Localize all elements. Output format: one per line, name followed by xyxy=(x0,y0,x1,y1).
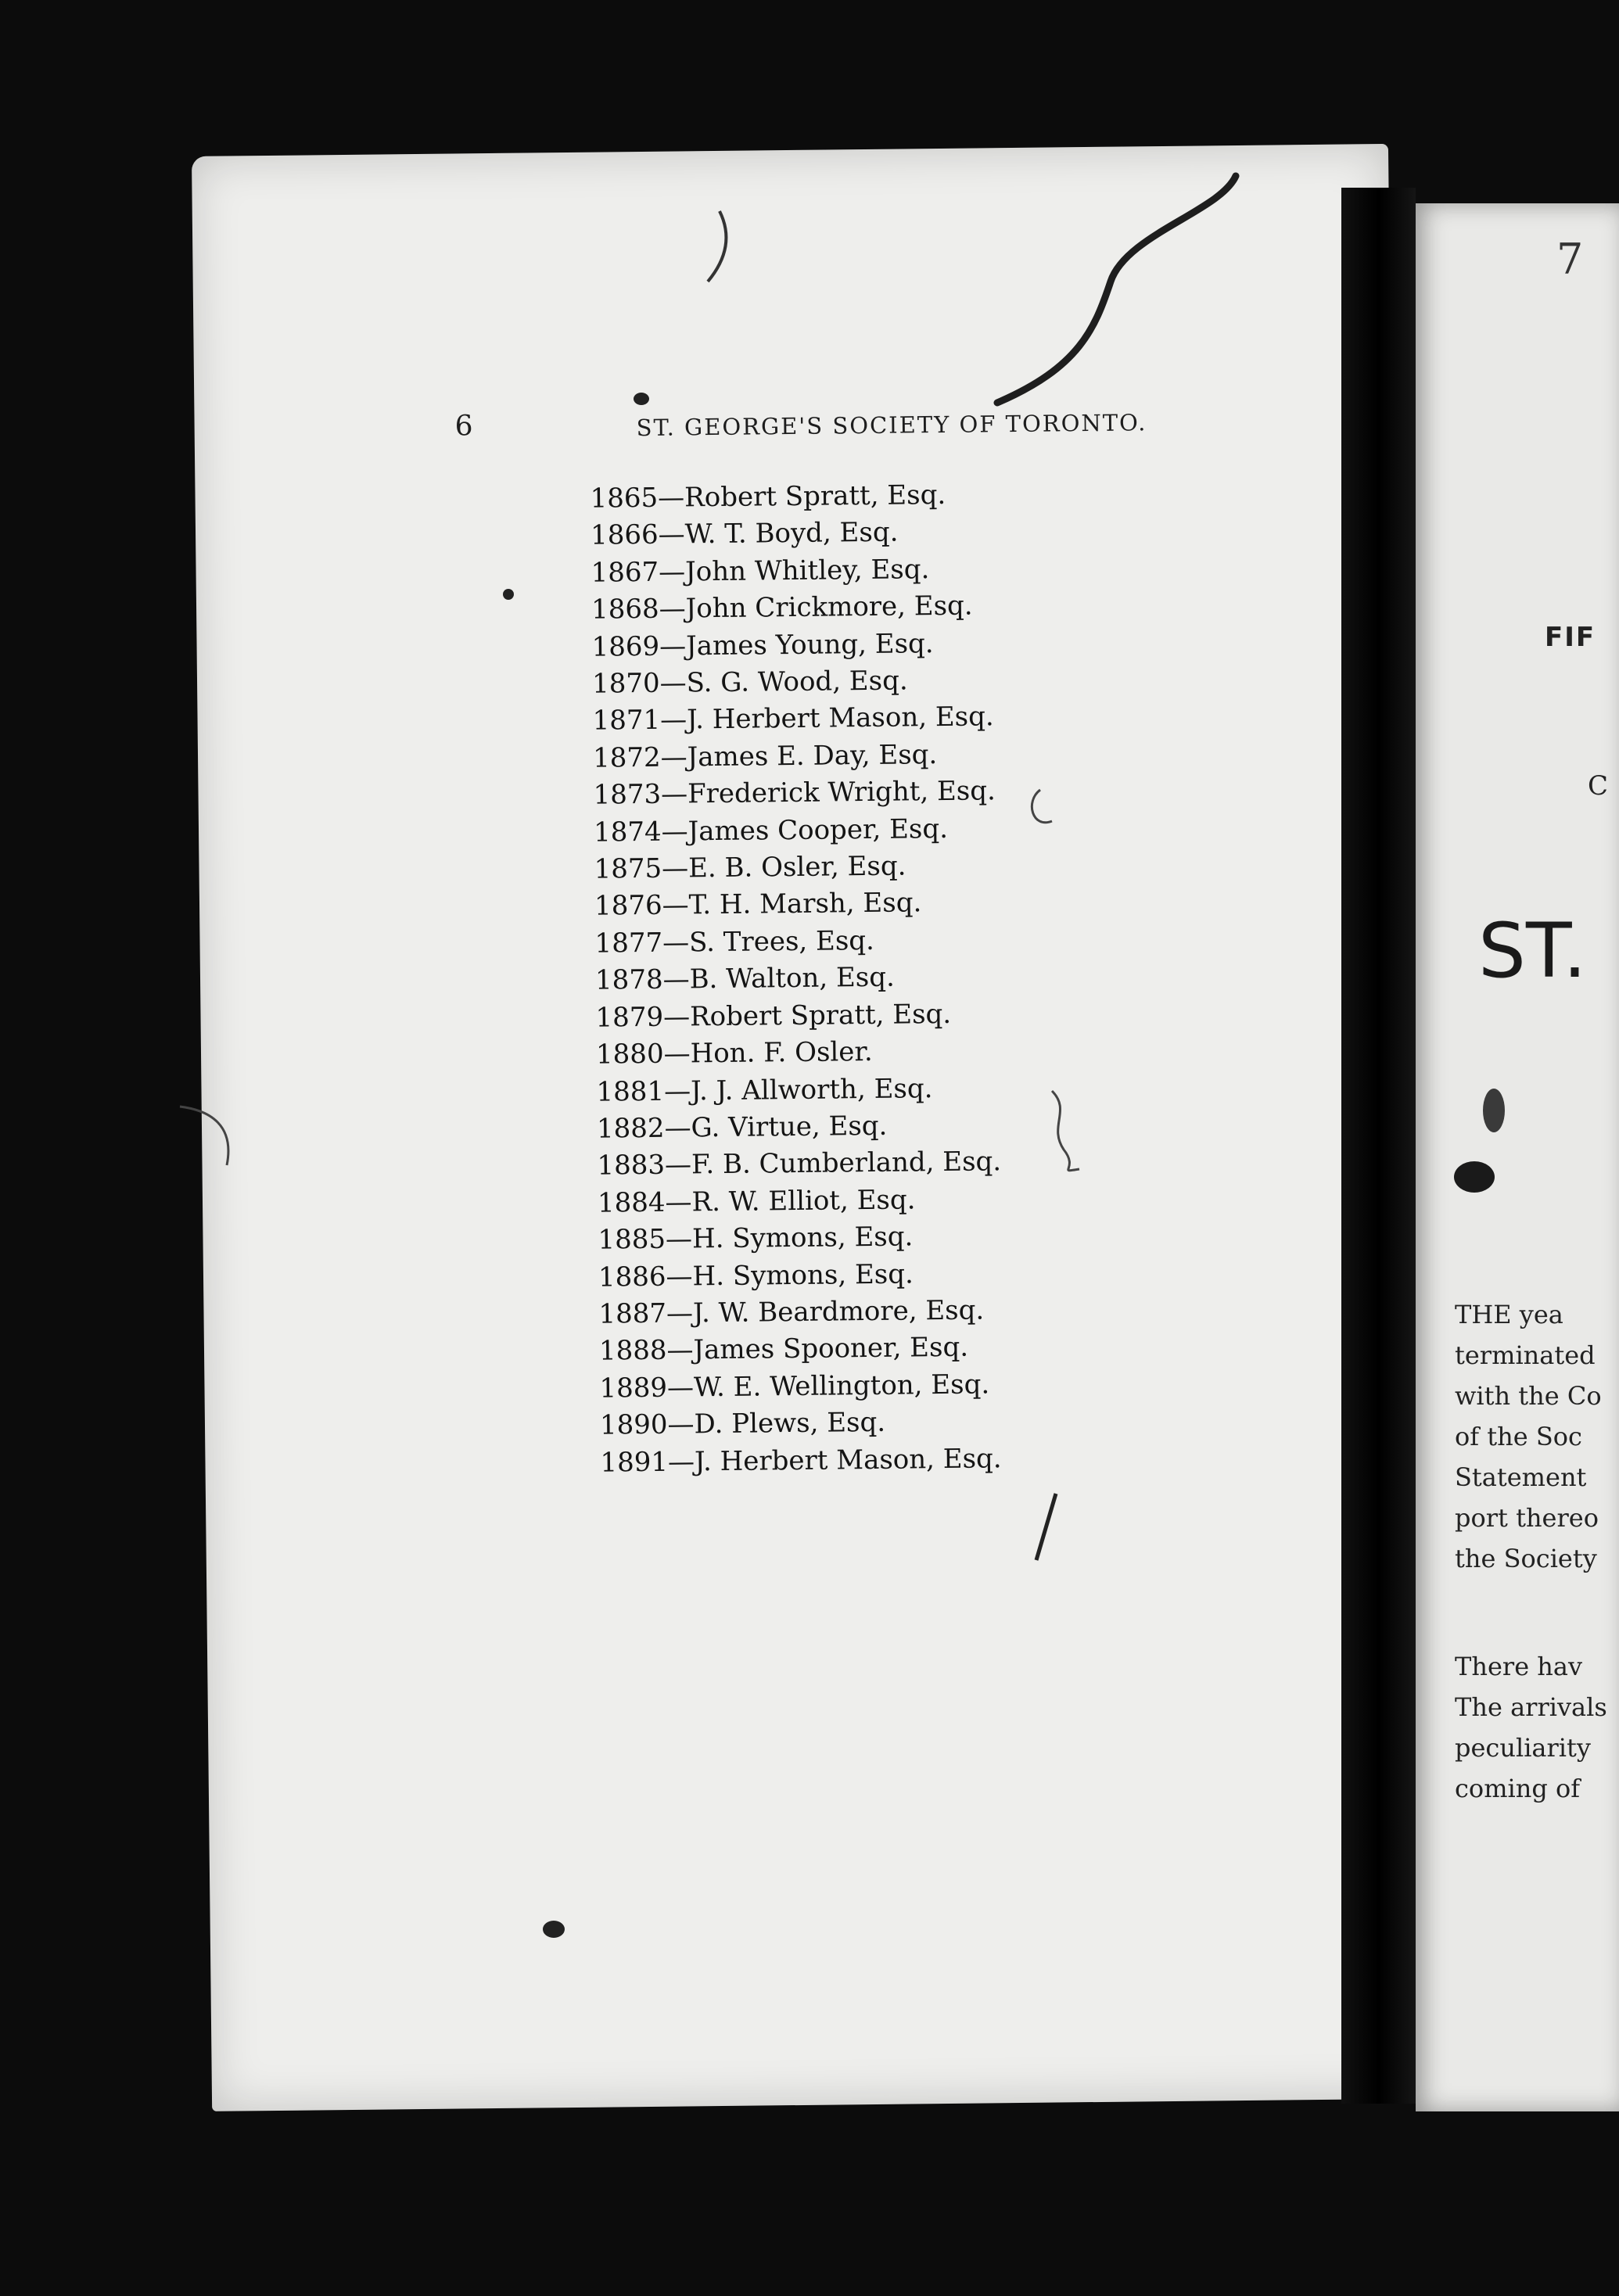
list-item: 1873—Frederick Wright, Esq. xyxy=(593,775,996,811)
facing-page-letter: C xyxy=(1588,770,1609,802)
facing-page-line: The arrivals xyxy=(1455,1692,1607,1722)
list-item: 1887—J. W. Beardmore, Esq. xyxy=(598,1294,985,1330)
facing-page-title: ST. xyxy=(1478,907,1587,995)
list-item: 1884—R. W. Elliot, Esq. xyxy=(597,1184,916,1219)
facing-page-mark: 7 xyxy=(1556,235,1584,284)
presidents-list xyxy=(590,476,1004,1481)
list-item: 1865—Robert Spratt, Esq. xyxy=(590,479,946,515)
list-item: 1879—Robert Spratt, Esq. xyxy=(595,998,952,1034)
page-number: 6 xyxy=(454,410,473,443)
list-item: 1871—J. Herbert Mason, Esq. xyxy=(592,701,994,737)
facing-page-line: the Society xyxy=(1455,1544,1597,1573)
facing-page-line: port thereo xyxy=(1455,1503,1599,1533)
list-item: 1888—James Spooner, Esq. xyxy=(598,1332,969,1367)
list-item: 1889—W. E. Wellington, Esq. xyxy=(599,1369,990,1405)
list-item: 1885—H. Symons, Esq. xyxy=(598,1221,914,1256)
list-item: 1882—G. Virtue, Esq. xyxy=(596,1110,888,1145)
list-item: 1876—T. H. Marsh, Esq. xyxy=(594,887,922,923)
list-item: 1883—F. B. Cumberland, Esq. xyxy=(597,1146,1002,1182)
list-item: 1866—W. T. Boyd, Esq. xyxy=(590,516,899,552)
facing-page-line: with the Co xyxy=(1455,1381,1602,1411)
running-head: ST. GEORGE'S SOCIETY OF TORONTO. xyxy=(636,409,1147,442)
facing-page-line: of the Soc xyxy=(1455,1422,1582,1451)
list-item: 1875—E. B. Osler, Esq. xyxy=(594,850,906,885)
list-item: 1891—J. Herbert Mason, Esq. xyxy=(600,1442,1002,1479)
list-item: 1867—John Whitley, Esq. xyxy=(591,553,930,589)
facing-page-line: There hav xyxy=(1455,1652,1583,1681)
facing-page-heading: FIF xyxy=(1545,622,1596,653)
list-item: 1886—H. Symons, Esq. xyxy=(598,1257,914,1293)
facing-page-line: peculiarity xyxy=(1455,1733,1591,1763)
list-item: 1872—James E. Day, Esq. xyxy=(592,738,938,774)
list-item: 1880—Hon. F. Osler. xyxy=(595,1036,873,1071)
list-item: 1877—S. Trees, Esq. xyxy=(594,924,875,960)
list-item: 1868—John Crickmore, Esq. xyxy=(591,590,973,626)
facing-page-line: Statement xyxy=(1455,1462,1587,1492)
right-page xyxy=(1416,203,1619,2111)
book-gutter xyxy=(1341,188,1416,2104)
left-page xyxy=(192,144,1409,2111)
list-item: 1869—James Young, Esq. xyxy=(591,627,934,663)
list-item: 1874—James Cooper, Esq. xyxy=(593,813,949,848)
list-item: 1870—S. G. Wood, Esq. xyxy=(591,665,908,700)
facing-page-line: coming of xyxy=(1455,1774,1581,1803)
facing-page-line: THE yea xyxy=(1455,1300,1563,1329)
list-item: 1878—B. Walton, Esq. xyxy=(594,961,896,996)
list-item: 1890—D. Plews, Esq. xyxy=(599,1406,886,1441)
list-item: 1881—J. J. Allworth, Esq. xyxy=(596,1072,933,1108)
facing-page-line: terminated xyxy=(1455,1340,1596,1370)
